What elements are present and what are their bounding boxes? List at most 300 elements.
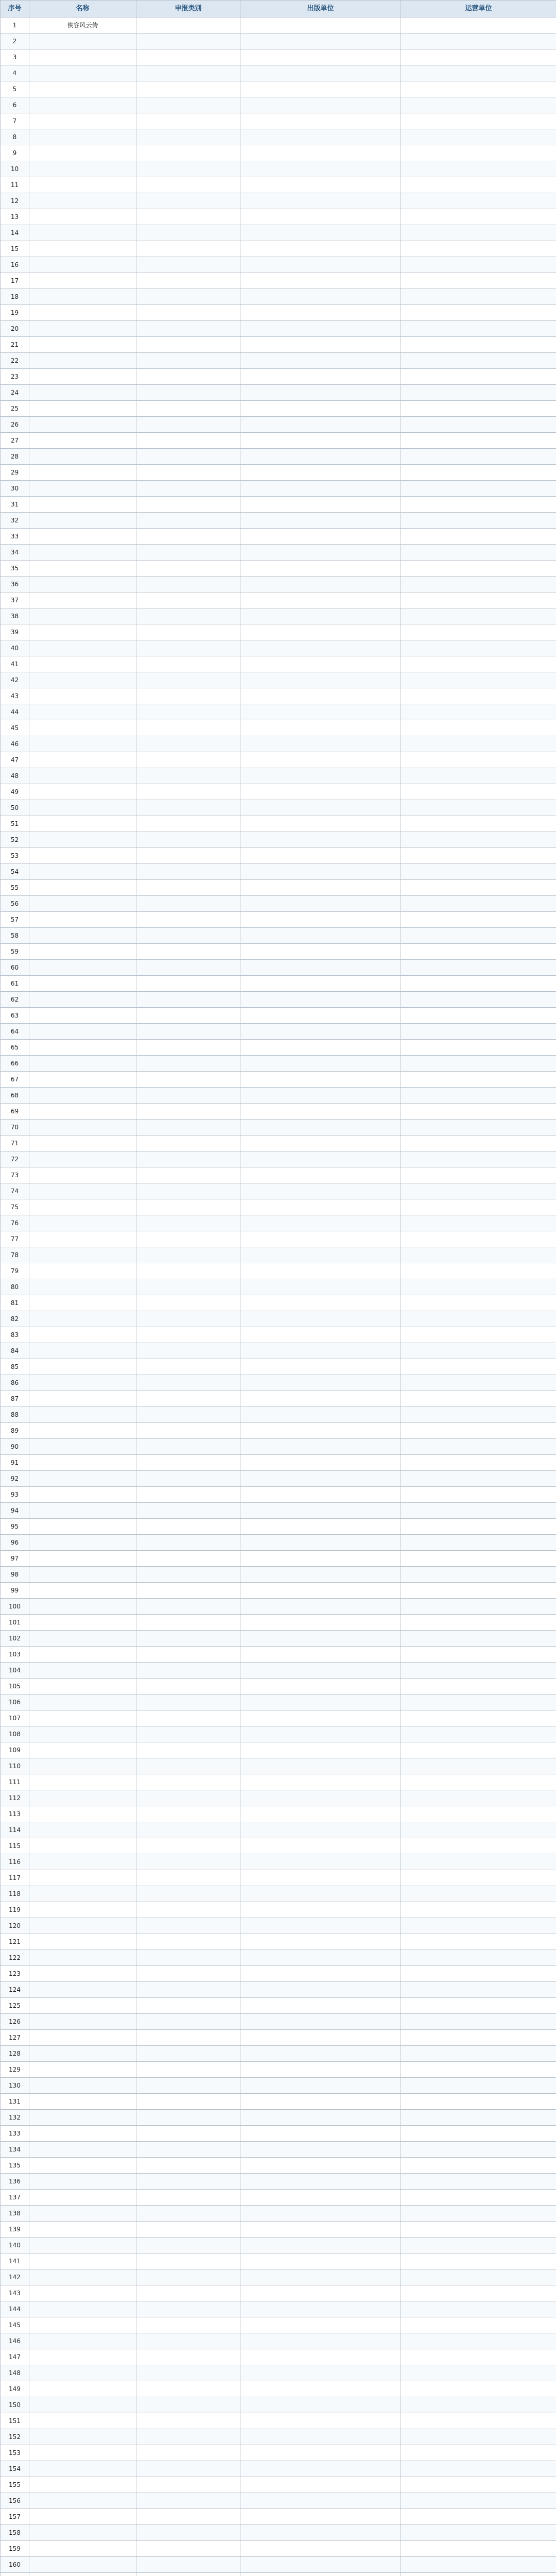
- category: [136, 1631, 240, 1647]
- game-name: [29, 1950, 136, 1966]
- operator: [401, 1982, 556, 1998]
- operator: [401, 1583, 556, 1599]
- table-row: [1, 577, 556, 592]
- operator: [401, 1295, 556, 1311]
- row-index: 8: [1, 129, 29, 145]
- game-name: [29, 209, 136, 225]
- category: [136, 97, 240, 113]
- table-row: [1, 49, 556, 65]
- game-name: [29, 2174, 136, 2190]
- row-index: 131: [1, 2094, 29, 2110]
- operator: [401, 1199, 556, 1215]
- header-name: 名称: [29, 1, 136, 18]
- publisher: [240, 848, 401, 864]
- game-name: [29, 1104, 136, 1120]
- publisher: [240, 273, 401, 289]
- row-index: 51: [1, 816, 29, 832]
- publisher: [240, 193, 401, 209]
- row-index: 88: [1, 1407, 29, 1423]
- category: [136, 1088, 240, 1104]
- publisher: [240, 2285, 401, 2301]
- operator: [401, 1487, 556, 1503]
- game-name: [29, 2253, 136, 2269]
- game-name: [29, 1056, 136, 1072]
- publisher: [240, 81, 401, 97]
- publisher: [240, 1870, 401, 1886]
- game-name: [29, 1918, 136, 1934]
- category: [136, 2349, 240, 2365]
- operator: [401, 672, 556, 688]
- row-index: 62: [1, 992, 29, 1008]
- table-row: [1, 1088, 556, 1104]
- publisher: [240, 1758, 401, 1774]
- row-index: 67: [1, 1072, 29, 1088]
- game-name: [29, 1710, 136, 1726]
- category: [136, 1439, 240, 1455]
- table-row: [1, 1758, 556, 1774]
- table-row: [1, 1998, 556, 2014]
- game-name: [29, 832, 136, 848]
- row-index: 138: [1, 2206, 29, 2222]
- game-name: [29, 1535, 136, 1551]
- operator: [401, 1663, 556, 1679]
- category: [136, 1822, 240, 1838]
- table-row: [1, 1950, 556, 1966]
- game-name: [29, 720, 136, 736]
- row-index: 95: [1, 1519, 29, 1535]
- row-index: 115: [1, 1838, 29, 1854]
- game-name: [29, 1231, 136, 1247]
- table-row: [1, 2110, 556, 2126]
- game-name: [29, 2397, 136, 2413]
- category: [136, 481, 240, 497]
- publisher: [240, 2158, 401, 2174]
- row-index: 101: [1, 1615, 29, 1631]
- publisher: [240, 928, 401, 944]
- operator: [401, 2509, 556, 2525]
- table-row: [1, 2206, 556, 2222]
- category: [136, 608, 240, 624]
- game-name: [29, 1295, 136, 1311]
- row-index: 144: [1, 2301, 29, 2317]
- publisher: [240, 704, 401, 720]
- operator: [401, 1631, 556, 1647]
- table-row: [1, 257, 556, 273]
- game-name: [29, 2477, 136, 2493]
- category: [136, 1870, 240, 1886]
- table-row: [1, 1663, 556, 1679]
- game-name: [29, 225, 136, 241]
- row-index: 117: [1, 1870, 29, 1886]
- game-name: [29, 1519, 136, 1535]
- operator: [401, 1934, 556, 1950]
- operator: [401, 2174, 556, 2190]
- operator: [401, 161, 556, 177]
- table-row: [1, 497, 556, 513]
- table-row: [1, 1647, 556, 1663]
- game-name: [29, 1647, 136, 1663]
- row-index: 135: [1, 2158, 29, 2174]
- publisher: [240, 1263, 401, 1279]
- game-name: [29, 113, 136, 129]
- publisher: [240, 1439, 401, 1455]
- table-row: [1, 417, 556, 433]
- operator: [401, 656, 556, 672]
- publisher: [240, 161, 401, 177]
- game-name: [29, 1982, 136, 1998]
- game-name: [29, 800, 136, 816]
- game-name: [29, 2557, 136, 2573]
- row-index: 107: [1, 1710, 29, 1726]
- category: [136, 177, 240, 193]
- category: [136, 2525, 240, 2541]
- game-name: [29, 321, 136, 337]
- row-index: 75: [1, 1199, 29, 1215]
- row-index: 19: [1, 305, 29, 321]
- operator: [401, 417, 556, 433]
- operator: [401, 2190, 556, 2206]
- row-index: 48: [1, 768, 29, 784]
- category: [136, 672, 240, 688]
- table-row: [1, 704, 556, 720]
- row-index: 59: [1, 944, 29, 960]
- publisher: [240, 1136, 401, 1151]
- publisher: [240, 1982, 401, 1998]
- row-index: 5: [1, 81, 29, 97]
- game-name: [29, 337, 136, 353]
- table-row: [1, 1120, 556, 1136]
- publisher: [240, 2525, 401, 2541]
- table-row: [1, 2493, 556, 2509]
- category: [136, 864, 240, 880]
- row-index: 103: [1, 1647, 29, 1663]
- category: [136, 1311, 240, 1327]
- game-name: [29, 2301, 136, 2317]
- operator: [401, 1870, 556, 1886]
- row-index: 118: [1, 1886, 29, 1902]
- operator: [401, 369, 556, 385]
- operator: [401, 1247, 556, 1263]
- row-index: 18: [1, 289, 29, 305]
- publisher: [240, 1455, 401, 1471]
- table-row: [1, 688, 556, 704]
- game-name: [29, 529, 136, 545]
- operator: [401, 2317, 556, 2333]
- game-name: [29, 2573, 136, 2576]
- row-index: 81: [1, 1295, 29, 1311]
- table-row: [1, 896, 556, 912]
- operator: [401, 465, 556, 481]
- publisher: [240, 864, 401, 880]
- category: [136, 1758, 240, 1774]
- row-index: 113: [1, 1806, 29, 1822]
- category: [136, 592, 240, 608]
- table-row: [1, 1918, 556, 1934]
- publisher: [240, 321, 401, 337]
- category: [136, 545, 240, 561]
- table-row: [1, 1806, 556, 1822]
- table-row: [1, 1726, 556, 1742]
- row-index: 55: [1, 880, 29, 896]
- category: [136, 1040, 240, 1056]
- category: [136, 2509, 240, 2525]
- publisher: [240, 2269, 401, 2285]
- game-name: [29, 2445, 136, 2461]
- operator: [401, 305, 556, 321]
- game-name: [29, 2222, 136, 2238]
- game-name: [29, 928, 136, 944]
- category: [136, 1886, 240, 1902]
- publisher: [240, 1679, 401, 1694]
- table-row: [1, 1199, 556, 1215]
- game-name: [29, 736, 136, 752]
- table-row: [1, 1024, 556, 1040]
- publisher: [240, 2142, 401, 2158]
- operator: [401, 736, 556, 752]
- publisher: [240, 2062, 401, 2078]
- table-row: [1, 1870, 556, 1886]
- table-row: [1, 2253, 556, 2269]
- category: [136, 1567, 240, 1583]
- table-row: [1, 608, 556, 624]
- row-index: 29: [1, 465, 29, 481]
- table-row: [1, 1710, 556, 1726]
- row-index: 125: [1, 1998, 29, 2014]
- operator: [401, 1966, 556, 1982]
- publisher: [240, 1343, 401, 1359]
- operator: [401, 2397, 556, 2413]
- table-row: [1, 1215, 556, 1231]
- operator: [401, 928, 556, 944]
- table-row: [1, 2541, 556, 2557]
- publisher: [240, 2253, 401, 2269]
- category: [136, 2126, 240, 2142]
- operator: [401, 2126, 556, 2142]
- table-row: [1, 592, 556, 608]
- game-name: [29, 608, 136, 624]
- category: [136, 529, 240, 545]
- table-row: [1, 241, 556, 257]
- row-index: 65: [1, 1040, 29, 1056]
- category: [136, 2397, 240, 2413]
- game-name: [29, 1423, 136, 1439]
- game-name: [29, 2429, 136, 2445]
- table-row: [1, 2046, 556, 2062]
- row-index: 73: [1, 1167, 29, 1183]
- game-name: [29, 241, 136, 257]
- category: [136, 497, 240, 513]
- game-name: [29, 257, 136, 273]
- publisher: [240, 1934, 401, 1950]
- publisher: [240, 2222, 401, 2238]
- category: [136, 369, 240, 385]
- operator: [401, 1008, 556, 1024]
- publisher: [240, 816, 401, 832]
- publisher: [240, 2445, 401, 2461]
- operator: [401, 529, 556, 545]
- publisher: [240, 385, 401, 401]
- game-name: [29, 2333, 136, 2349]
- publisher: [240, 2126, 401, 2142]
- game-name: [29, 1359, 136, 1375]
- game-name: [29, 2046, 136, 2062]
- table-row: [1, 2030, 556, 2046]
- publisher: [240, 592, 401, 608]
- publisher: [240, 1902, 401, 1918]
- operator: [401, 2142, 556, 2158]
- row-index: 142: [1, 2269, 29, 2285]
- category: [136, 656, 240, 672]
- category: [136, 385, 240, 401]
- category: [136, 193, 240, 209]
- table-row: [1, 433, 556, 449]
- publisher: [240, 1838, 401, 1854]
- table-row: [1, 768, 556, 784]
- game-name: [29, 1615, 136, 1631]
- publisher: [240, 2238, 401, 2253]
- operator: [401, 1311, 556, 1327]
- game-name: [29, 81, 136, 97]
- operator: [401, 2381, 556, 2397]
- table-row: [1, 672, 556, 688]
- publisher: [240, 497, 401, 513]
- game-name: [29, 1088, 136, 1104]
- game-name: [29, 1551, 136, 1567]
- row-index: 134: [1, 2142, 29, 2158]
- game-name: [29, 177, 136, 193]
- game-name: [29, 864, 136, 880]
- game-name: [29, 1934, 136, 1950]
- game-name: [29, 1694, 136, 1710]
- game-name: [29, 1167, 136, 1183]
- operator: [401, 2014, 556, 2030]
- operator: [401, 1551, 556, 1567]
- table-row: [1, 561, 556, 577]
- row-index: 4: [1, 65, 29, 81]
- row-index: 24: [1, 385, 29, 401]
- game-name: [29, 1375, 136, 1391]
- row-index: 83: [1, 1327, 29, 1343]
- category: [136, 1487, 240, 1503]
- table-row: [1, 800, 556, 816]
- operator: [401, 1327, 556, 1343]
- table-row: [1, 960, 556, 976]
- operator: [401, 1231, 556, 1247]
- game-name: [29, 688, 136, 704]
- table-row: [1, 1694, 556, 1710]
- game-name: [29, 2206, 136, 2222]
- publisher: [240, 1503, 401, 1519]
- category: [136, 1950, 240, 1966]
- game-name: 侠客风云传: [29, 18, 136, 33]
- operator: [401, 337, 556, 353]
- category: [136, 2253, 240, 2269]
- operator: [401, 1758, 556, 1774]
- operator: [401, 577, 556, 592]
- table-row: [1, 928, 556, 944]
- game-name: [29, 2525, 136, 2541]
- category: [136, 1279, 240, 1295]
- game-name: [29, 2493, 136, 2509]
- row-index: 120: [1, 1918, 29, 1934]
- category: [136, 241, 240, 257]
- row-index: 132: [1, 2110, 29, 2126]
- category: [136, 928, 240, 944]
- game-name: [29, 2285, 136, 2301]
- row-index: 102: [1, 1631, 29, 1647]
- operator: [401, 1710, 556, 1726]
- publisher: [240, 2477, 401, 2493]
- table-row: [1, 145, 556, 161]
- table-row: [1, 481, 556, 497]
- publisher: [240, 1008, 401, 1024]
- row-index: 1: [1, 18, 29, 33]
- publisher: [240, 1391, 401, 1407]
- operator: [401, 2461, 556, 2477]
- category: [136, 513, 240, 529]
- category: [136, 1790, 240, 1806]
- game-name: [29, 592, 136, 608]
- operator: [401, 2413, 556, 2429]
- operator: [401, 784, 556, 800]
- game-name: [29, 1998, 136, 2014]
- category: [136, 2190, 240, 2206]
- operator: [401, 2573, 556, 2576]
- header-row: [1, 1, 556, 18]
- category: [136, 816, 240, 832]
- category: [136, 2445, 240, 2461]
- game-name: [29, 1439, 136, 1455]
- row-index: 7: [1, 113, 29, 129]
- row-index: 49: [1, 784, 29, 800]
- table-row: [1, 2573, 556, 2576]
- table-row: [1, 1982, 556, 1998]
- category: [136, 944, 240, 960]
- header-operator: 运营单位: [401, 1, 556, 18]
- row-index: 58: [1, 928, 29, 944]
- publisher: [240, 752, 401, 768]
- header-index: 序号: [1, 1, 29, 18]
- row-index: 21: [1, 337, 29, 353]
- publisher: [240, 2110, 401, 2126]
- game-name: [29, 385, 136, 401]
- publisher: [240, 672, 401, 688]
- category: [136, 1407, 240, 1423]
- table-header: [1, 1, 556, 18]
- table-row: [1, 912, 556, 928]
- table-row: [1, 1567, 556, 1583]
- row-index: 100: [1, 1599, 29, 1615]
- table-row: [1, 2397, 556, 2413]
- operator: [401, 1918, 556, 1934]
- publisher: [240, 720, 401, 736]
- publisher: [240, 513, 401, 529]
- operator: [401, 1072, 556, 1088]
- category: [136, 1663, 240, 1679]
- table-row: [1, 1631, 556, 1647]
- category: [136, 2014, 240, 2030]
- operator: [401, 880, 556, 896]
- table-row: [1, 640, 556, 656]
- category: [136, 1024, 240, 1040]
- category: [136, 1167, 240, 1183]
- operator: [401, 1136, 556, 1151]
- game-name: [29, 880, 136, 896]
- operator: [401, 177, 556, 193]
- operator: [401, 2110, 556, 2126]
- category: [136, 337, 240, 353]
- category: [136, 321, 240, 337]
